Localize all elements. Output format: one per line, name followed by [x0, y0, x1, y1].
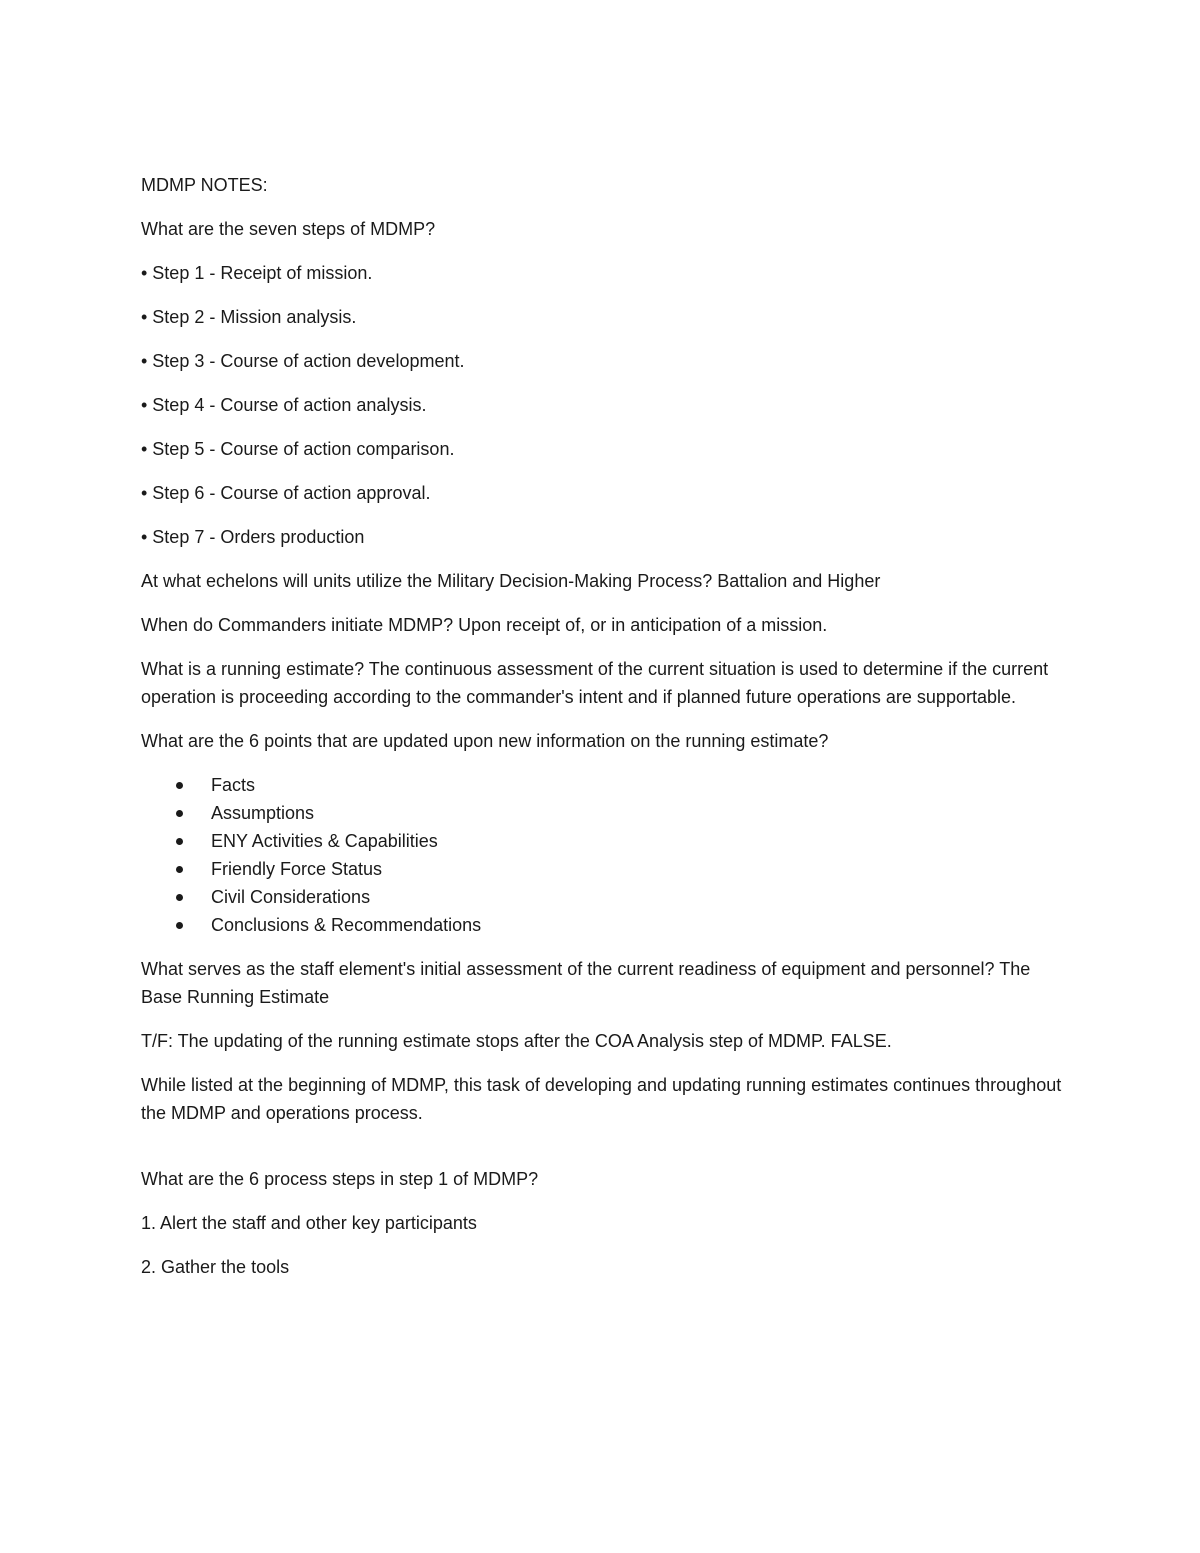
- question-echelons: At what echelons will units utilize the Military Decision-Making Process? Battalion and Higher: [141, 571, 881, 591]
- step-item-6: • Step 6 - Course of action approval.: [141, 483, 431, 503]
- list-item-label: ENY Activities & Capabilities: [211, 831, 438, 851]
- question-initiate: When do Commanders initiate MDMP? Upon receipt of, or in anticipation of a mission.: [141, 615, 828, 635]
- note-running-estimates: While listed at the beginning of MDMP, this task of developing and updating running estimates continues throughout the MDMP and operations process.: [141, 1075, 1062, 1123]
- question-six-points: What are the 6 points that are updated upon new information on the running estimate?: [141, 731, 829, 751]
- document-title: MDMP NOTES:: [141, 175, 268, 195]
- step-item-2: • Step 2 - Mission analysis.: [141, 307, 357, 327]
- question-true-false: T/F: The updating of the running estimate stops after the COA Analysis step of MDMP. FALSE.: [141, 1031, 892, 1051]
- list-item-label: Friendly Force Status: [211, 859, 383, 879]
- paragraph-spacer: [141, 1143, 1066, 1165]
- step-item-3: • Step 3 - Course of action development.: [141, 351, 465, 371]
- list-item: [141, 883, 1066, 911]
- list-item: [141, 855, 1066, 883]
- six-points-list: [141, 771, 1066, 939]
- mdmp-steps-list: [141, 259, 1066, 551]
- list-item: [141, 771, 1066, 799]
- list-item: [141, 827, 1066, 855]
- step-item-1: • Step 1 - Receipt of mission.: [141, 263, 373, 283]
- document-body: [141, 171, 1066, 1297]
- process-step-2: 2. Gather the tools: [141, 1257, 290, 1277]
- bullet-icon: [176, 810, 183, 817]
- step-item-5: • Step 5 - Course of action comparison.: [141, 439, 455, 459]
- question-base-estimate: What serves as the staff element's initial assessment of the current readiness of equipment and personnel? The Base Running Estimate: [141, 959, 1031, 1007]
- list-item-label: Civil Considerations: [211, 887, 371, 907]
- bullet-icon: [176, 838, 183, 845]
- bullet-icon: [176, 782, 183, 789]
- list-item-label: Conclusions & Recommendations: [211, 915, 482, 935]
- list-item: [141, 799, 1066, 827]
- list-item-label: Facts: [211, 775, 256, 795]
- question-running-estimate: What is a running estimate? The continuous assessment of the current situation is used to determine if the current operation is proceeding according to the commander's intent and if planned future operations are supportable.: [141, 659, 1049, 707]
- list-item-label: Assumptions: [211, 803, 315, 823]
- list-item: [141, 911, 1066, 939]
- question-process-steps: What are the 6 process steps in step 1 of MDMP?: [141, 1169, 539, 1189]
- bullet-icon: [176, 866, 183, 873]
- bullet-icon: [176, 894, 183, 901]
- step-item-7: • Step 7 - Orders production: [141, 527, 365, 547]
- bullet-icon: [176, 922, 183, 929]
- question-seven-steps: What are the seven steps of MDMP?: [141, 219, 436, 239]
- step-item-4: • Step 4 - Course of action analysis.: [141, 395, 427, 415]
- process-step-1: 1. Alert the staff and other key participants: [141, 1213, 477, 1233]
